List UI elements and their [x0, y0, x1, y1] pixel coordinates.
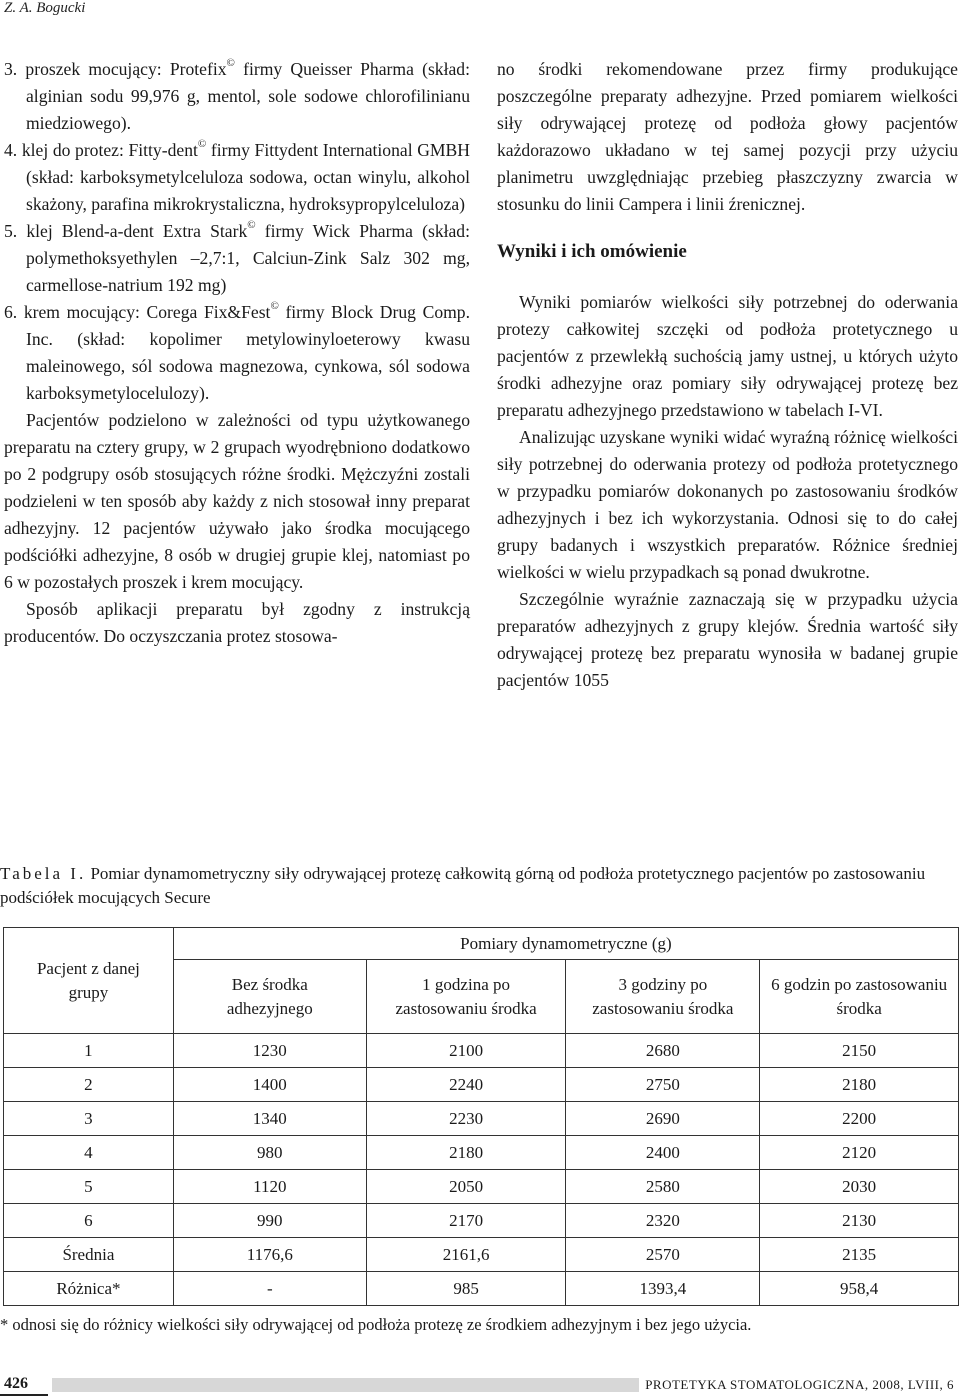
table-row: [4, 1102, 959, 1136]
copyright-mark: ©: [197, 138, 207, 150]
list-item-text: klej Blend-a-dent Extra Stark: [26, 221, 248, 241]
page-footer: [0, 1374, 960, 1396]
table-cell: 2230: [366, 1102, 566, 1136]
table-cell: 2680: [566, 1034, 760, 1068]
row-label: 6: [4, 1204, 174, 1238]
list-item-number: 4.: [4, 140, 18, 160]
list-item-text: proszek mocujący: Protefix: [25, 59, 227, 79]
table-cell: 2690: [566, 1102, 760, 1136]
table-row: [4, 1238, 959, 1272]
table-row: [4, 1068, 959, 1102]
paragraph-results: Wyniki pomiarów wielkości siły potrzebnej do oderwania protezy całkowitej szczęki od podłoża protetycznego u pacjentów z przewlekłą suchością jamy ustnej, u których użyto środki adhezyjne oraz pomiary siły odrywającej protezę bez preparatu adhezyjnego przedstawiono w tabelach I-VI.: [497, 292, 958, 420]
table-cell: 1400: [173, 1068, 366, 1102]
table-cell: 2200: [760, 1102, 959, 1136]
table-cell: 990: [173, 1204, 366, 1238]
row-label: Średnia: [4, 1238, 174, 1272]
table-label: Tabela I.: [0, 864, 87, 883]
table-cell: 2050: [366, 1170, 566, 1204]
list-item: [4, 56, 470, 137]
table-cell: 1230: [173, 1034, 366, 1068]
table-cell: 2400: [566, 1136, 760, 1170]
table-cell: 2161,6: [366, 1238, 566, 1272]
table-caption: [0, 862, 958, 910]
list-item-text: firmy Wick Pharma (skład: polymethoksyethylen –2,7:1, Calciun-Zink Salz 302 mg, carmellose-natrium 192 mg): [26, 221, 470, 295]
list-item-text: firmy Queisser Pharma (skład: alginian sodu 99,976 g, mentol, sole sodowe chlorofilinianu miedziowego).: [26, 59, 470, 133]
paragraph-groups: Pacjentów podzielono w zależności od typu użytkowanego preparatu na cztery grupy, w 2 grupach wyodrębniono dodatkowo po 2 podgrupy osób stosujących różne środki. Mężczyźni zostali podzieleni w ten sposób aby każdy z nich stosował inny preparat adhezyjny. 12 pacjentów używało jako środka mocującego podściółki adhezyjne, 8 osób w drugiej grupie klej, natomiast po 6 w pozostałych proszek i krem mocujący.: [4, 410, 470, 592]
header-timepoint: 3 godziny po zastosowaniu środka: [566, 960, 760, 1034]
table-row: [4, 1204, 959, 1238]
list-item-text: klej do protez: Fitty-dent: [21, 140, 198, 160]
table-cell: 958,4: [760, 1272, 959, 1306]
table-cell: 2130: [760, 1204, 959, 1238]
table-cell: 980: [173, 1136, 366, 1170]
header-measurements: Pomiary dynamometryczne (g): [173, 928, 958, 960]
table-cell: 2320: [566, 1204, 760, 1238]
row-label: 3: [4, 1102, 174, 1136]
list-item-text: krem mocujący: Corega Fix&Fest: [23, 302, 271, 322]
table-cell: -: [173, 1272, 366, 1306]
table-cell: 2120: [760, 1136, 959, 1170]
row-label: 1: [4, 1034, 174, 1068]
copyright-mark: ©: [226, 57, 235, 69]
section-heading: Wyniki i ich omówienie: [497, 241, 687, 262]
list-item-number: 3.: [4, 59, 18, 79]
paragraph-continuation: no środki rekomendowane przez firmy produkujące poszczególne preparaty adhezyjne. Przed pomiarem wielkości siły odrywającej protezę od podłoża głowy pacjentów każdorazowo układano w tej samej pozycji przy użyciu planimetru uwzględniając przebieg płaszczyzny zwarcia w stosunku do linii Campera i linii źrenicznej.: [497, 59, 958, 214]
row-label: 4: [4, 1136, 174, 1170]
table-row: [4, 1170, 959, 1204]
list-item: [4, 218, 470, 299]
table-cell: 1176,6: [173, 1238, 366, 1272]
table-cell: 2750: [566, 1068, 760, 1102]
results-table: [3, 927, 959, 1306]
table-cell: 1340: [173, 1102, 366, 1136]
table-row: [4, 1136, 959, 1170]
table-cell: 2240: [366, 1068, 566, 1102]
table-cell: 2170: [366, 1204, 566, 1238]
list-item-number: 5.: [4, 221, 18, 241]
table-cell: 2180: [366, 1136, 566, 1170]
paragraph-adhesives: Szczególnie wyraźnie zaznaczają się w przypadku użycia preparatów adhezyjnych z grupy klejów. Średnia wartość siły odrywającej protezę bez preparatu wynosiła w badanej grupie pacjentów 1055: [497, 589, 958, 690]
table-cell: 2180: [760, 1068, 959, 1102]
table-cell: 2100: [366, 1034, 566, 1068]
header-patient: Pacjent z danej grupy: [4, 928, 174, 1034]
table-cell: 2150: [760, 1034, 959, 1068]
table-cell: 985: [366, 1272, 566, 1306]
table-cell: 2580: [566, 1170, 760, 1204]
right-column: [497, 56, 958, 694]
header-timepoint: Bez środka adhezyjnego: [173, 960, 366, 1034]
header-timepoint: 6 godzin po zastosowaniu środka: [760, 960, 959, 1034]
list-item-text: firmy Fittydent International GMBH (skład: karboksymetylceluloza sodowa, octan winylu, alkohol skażony, parafina mikrokrystaliczna, hydroksypropylceluloza): [26, 140, 470, 214]
row-label: 5: [4, 1170, 174, 1204]
table-row: [4, 1272, 959, 1306]
left-column: [4, 56, 470, 650]
list-item: [4, 299, 470, 407]
table-cell: 2135: [760, 1238, 959, 1272]
header-timepoint: 1 godzina po zastosowaniu środka: [366, 960, 566, 1034]
copyright-mark: ©: [247, 219, 256, 231]
table-cell: 2570: [566, 1238, 760, 1272]
row-label: Różnica*: [4, 1272, 174, 1306]
list-item: [4, 137, 470, 218]
paragraph-application: Sposób aplikacji preparatu był zgodny z instrukcją producentów. Do oczyszczania protez stosowa-: [4, 599, 470, 646]
paragraph-analysis: Analizując uzyskane wyniki widać wyraźną różnicę wielkości siły potrzebnej do oderwania protezy od podłoża protetycznego w przypadku pomiarów dokonanych po zastosowaniu środków adhezyjnych i bez ich wykorzystania. Odnosi się to do całej grupy badanych i wszystkich preparatów. Różnice średniej wielkości w wielu przypadkach są ponad dwukrotne.: [497, 427, 958, 582]
list-item-number: 6.: [4, 302, 18, 322]
table-cell: 1120: [173, 1170, 366, 1204]
row-label: 2: [4, 1068, 174, 1102]
copyright-mark: ©: [270, 300, 279, 312]
table-cell: 1393,4: [566, 1272, 760, 1306]
list-item-text: firmy Block Drug Comp. Inc. (skład: kopolimer metylowinyloeterowy kwasu maleinowego, sól sodowa magnezowa, cynkowa, sól sodowa karboksymetylocelulozy).: [26, 302, 471, 403]
table-cell: 2030: [760, 1170, 959, 1204]
journal-name: PROTETYKA STOMATOLOGICZNA, 2008, LVIII, 6: [639, 1377, 954, 1393]
running-head-author: Z. A. Bogucki: [4, 0, 86, 16]
table-footnote: * odnosi się do różnicy wielkości siły odrywającej od podłoża protezę ze środkiem adhezyjnym i bez jego użycia.: [0, 1315, 752, 1334]
table-caption-text: Pomiar dynamometryczny siły odrywającej protezę całkowitą górną od podłoża protetycznego pacjentów po zastosowaniu podściółek mocujących Secure: [0, 864, 926, 907]
table-row: [4, 1034, 959, 1068]
page-number: 426: [0, 1374, 48, 1396]
